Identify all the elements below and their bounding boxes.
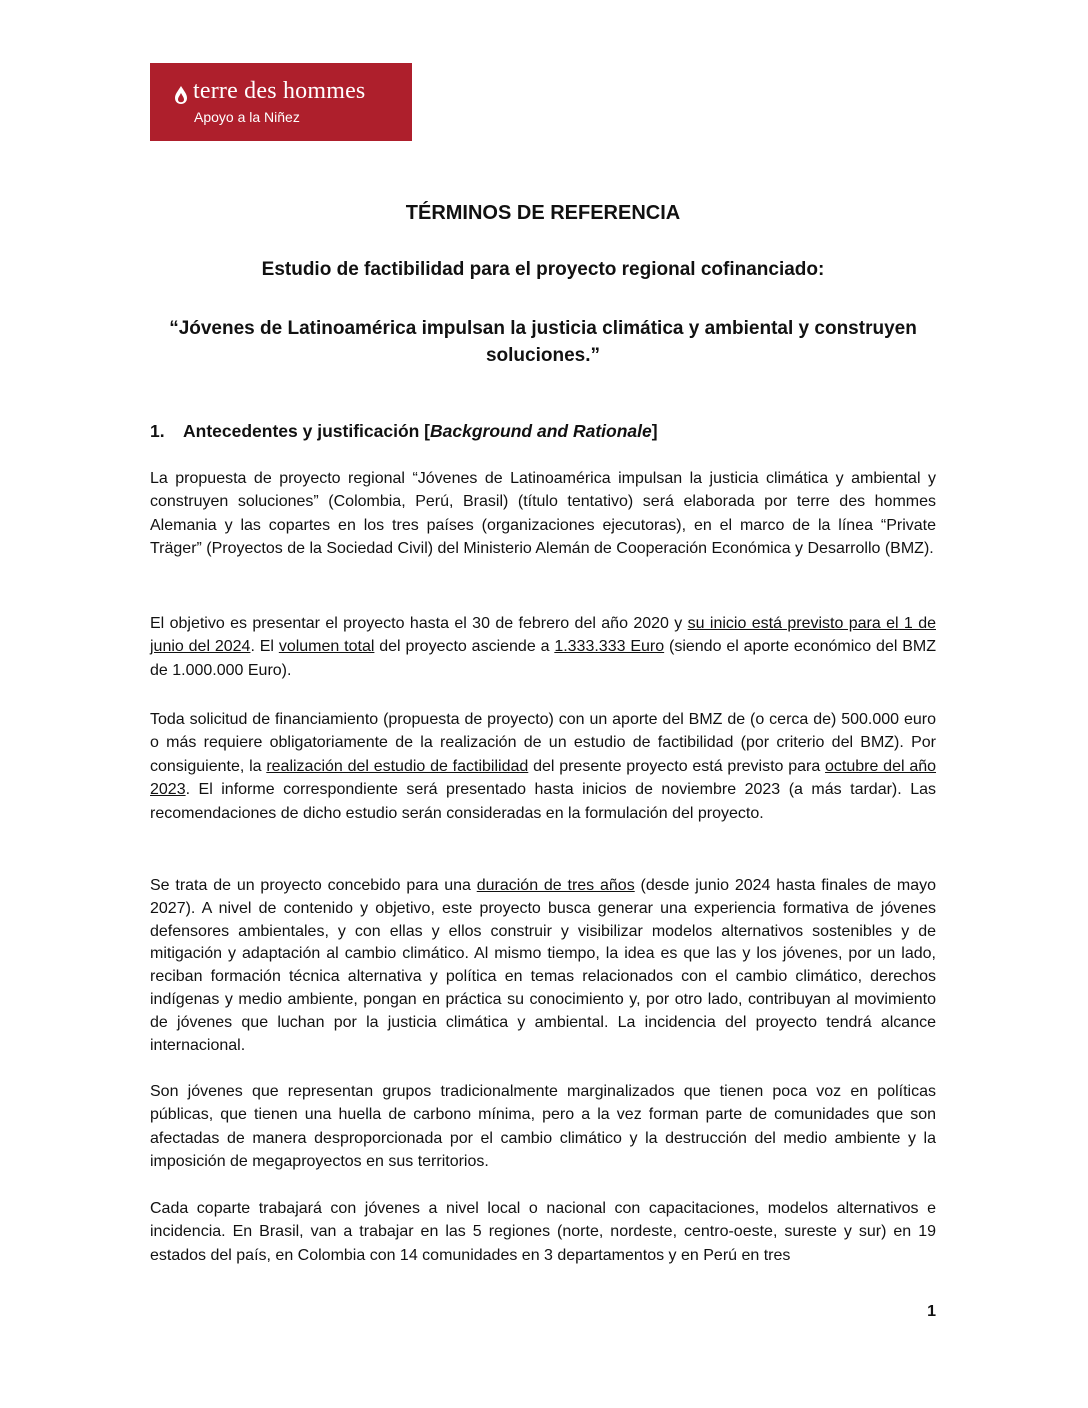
p2-text-a: El objetivo es presentar el proyecto hasta el 30 de febrero del año 2020 y <box>150 615 688 632</box>
flame-drop-icon <box>173 85 189 105</box>
logo-name: terre des hommes <box>193 78 366 104</box>
p3-study-label: realización del estudio de factibilidad <box>266 757 529 775</box>
p2-text-e: del proyecto asciende a <box>374 638 555 656</box>
p4-text-a: Se trata de un proyecto concebido para una <box>150 877 477 894</box>
paragraph-1: La propuesta de proyecto regional “Jóvenes de Latinoamérica impulsan la justicia climática y ambiental y construyen soluciones” (Colombia, Perú, Brasil) (título tentativo) será elaborada por terre des hommes Alemania y las copartes en los tres países (organizaciones ejecutoras), en el marco de la línea “Private Träger” (Proyectos de la Sociedad Civil) del Ministerio Alemán de Cooperación Económica y Desarrollo (BMZ). <box>150 470 936 558</box>
p4-text-c: (desde junio 2024 hasta finales de mayo 2027). A nivel de contenido y objetivo, este proyecto busca generar una experiencia formativa de jóvenes defensores ambientales, y con ellas y ellos construir y visibilizar modelos alternativos sostenibles y de mitigación y adaptación al cambio climático. Al mismo tiempo, la idea es que las y los jóvenes, por un lado, reciban formación técnica alternativa y política en temas relacionados con el cambio climático, derechos indígenas y medio ambiente, pongan en práctica su conocimiento y, por otro lado, contribuyan al movimiento de jóvenes que luchan por la justicia climática y ambiental. La incidencia del proyecto tendrá alcance internacional. <box>150 877 937 1054</box>
paragraph-3 <box>150 708 936 825</box>
p3-text-a: Toda solicitud de financiamiento (propuesta de proyecto) con un aporte del BMZ de (o cerca de) 500.000 euro o más requiere obligatoriamente de la realización de un estudio de factibilidad (por criterio del BMZ). Por consiguiente, la <box>150 711 936 775</box>
paragraph-2 <box>150 612 936 682</box>
logo-tagline: Apoyo a la Niñez <box>194 109 300 125</box>
p2-start-date: su inicio está previsto para el 1 de junio del 2024 <box>150 615 936 656</box>
section-heading <box>150 421 936 442</box>
paragraph-4 <box>150 875 936 1057</box>
terre-des-hommes-logo <box>150 63 412 141</box>
p2-total-amount: 1.333.333 Euro <box>554 638 665 656</box>
document-subtitle: Estudio de factibilidad para el proyecto regional cofinanciado: <box>261 259 825 280</box>
page-number: 1 <box>927 1303 936 1320</box>
paragraph-6: Cada coparte trabajará con jóvenes a nivel local o nacional con capacitaciones, modelos alternativos e incidencia. En Brasil, van a trabajar en las 5 regiones (norte, nordeste, centro-oeste, sureste y sur) en 19 estados del país, en Colombia con 14 comunidades en 3 departamentos y en Perú en tres <box>150 1200 936 1264</box>
section-heading-italic: Background and Rationale <box>430 421 652 441</box>
p3-text-c: del presente proyecto está previsto para <box>528 757 826 775</box>
document-title: TÉRMINOS DE REFERENCIA <box>405 202 681 224</box>
project-title: “Jóvenes de Latinoamérica impulsan la justicia climática y ambiental y construyen soluciones.” <box>169 318 917 366</box>
p3-text-e: . El informe correspondiente será presentado hasta inicios de noviembre 2023 (a más tardar). Las recomendaciones de dicho estudio serán consideradas en la formulación del proyecto. <box>150 781 936 822</box>
p3-study-date: octubre del año 2023 <box>150 757 937 799</box>
section-heading-close: ] <box>651 421 658 441</box>
p4-duration: duración de tres años <box>476 877 635 894</box>
p2-text-c: . El <box>250 638 279 656</box>
p2-total-volume-label: volumen total <box>278 638 375 656</box>
section-heading-text: Antecedentes y justificación [ <box>183 421 431 441</box>
p2-text-g: (siendo el aporte económico del BMZ de 1.000.000 Euro). <box>150 638 937 679</box>
paragraph-5: Son jóvenes que representan grupos tradicionalmente marginalizados que tienen poca voz en políticas públicas, que tienen una huella de carbono mínima, pero a la vez forman parte de comunidades que son afectadas de manera desproporcionada por el cambio climático y la destrucción del medio ambiente y la imposición de megaproyectos en sus territorios. <box>150 1083 936 1171</box>
section-number: 1. <box>150 421 165 441</box>
